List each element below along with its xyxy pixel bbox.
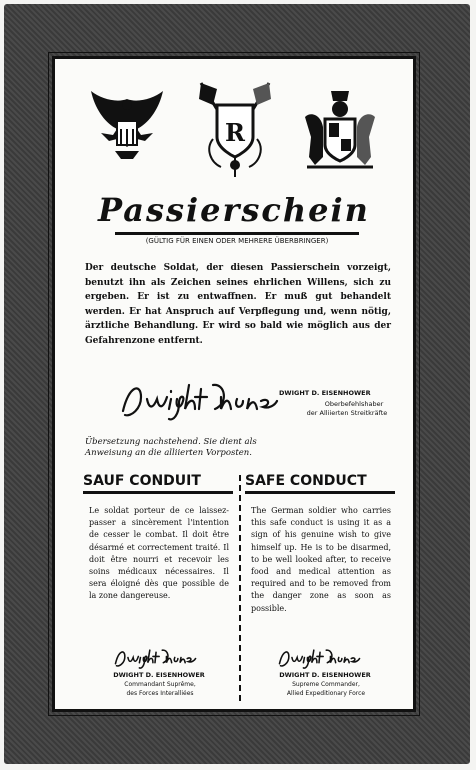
- column-divider: [239, 475, 241, 701]
- german-body-text: Der deutsche Soldat, der diesen Passierschein vorzeigt, benutzt ihn als Zeichen seines ehrlichen Willens, sich zu ergeben. Er ist zu entwaffnen. Er muß gut behandelt werden. Er hat Anspruch auf Verpflegung und, wenn nötig, ärztliche Behandlung. Er wird so bald wie möglich aus der Gefahrenzone entfernt.: [85, 263, 391, 346]
- signature-icon: [119, 375, 279, 425]
- safe-conduct-leaflet: [52, 56, 416, 712]
- english-signature-icon: [249, 645, 389, 671]
- subtitle: (GÜLTIG FÜR EINEN ODER MEHRERE ÜBERBRINGER): [115, 232, 359, 245]
- french-signature-icon: [85, 645, 225, 671]
- signatory-name: DWIGHT D. EISENHOWER: [279, 389, 371, 397]
- english-title-line1: Supreme Commander,: [292, 681, 360, 688]
- english-heading: SAFE CONDUCT: [245, 473, 395, 494]
- french-title-line1: Commandant Suprême,: [124, 681, 196, 688]
- page-title: Passierschein: [98, 191, 370, 229]
- french-title-line2: des Forces Interalliées: [126, 690, 194, 697]
- french-heading: SAUF CONDUIT: [83, 473, 233, 494]
- translation-note: Übersetzung nachstehend. Sie dient als Anweisung an die alliierten Vorposten.: [85, 437, 257, 458]
- english-body-text: The German soldier who carries this safe conduct is using it as a sign of his genuine wish to give himself up. He is to be disarmed, to be well looked after, to receive food and medical attention as required and to be removed from the danger zone as soon as possible.: [251, 506, 391, 613]
- english-title-line2: Allied Expeditionary Force: [286, 690, 366, 697]
- french-signatory-name: DWIGHT D. EISENHOWER: [113, 671, 205, 679]
- english-signatory-name: DWIGHT D. EISENHOWER: [279, 671, 371, 679]
- signatory-title-line1: Oberbefehlshaber: [324, 400, 384, 408]
- emblems-row: [85, 79, 385, 189]
- french-body-text: Le soldat porteur de ce laissez-passer a sincèrement l'intention de cesser le combat. Il doit être désarmé et correctement traité. Il doit être nourri et recevoir les soins médicaux nécessaires. Il sera éloigné dès que possible de la zone dangereuse.: [89, 506, 229, 601]
- french-republic-crest-icon: [195, 79, 275, 179]
- signatory-title-line2: der Alliierten Streitkräfte: [306, 409, 388, 417]
- us-eagle-seal-icon: [87, 89, 167, 179]
- svg-text:R: R: [225, 118, 245, 147]
- british-royal-arms-icon: [295, 87, 385, 177]
